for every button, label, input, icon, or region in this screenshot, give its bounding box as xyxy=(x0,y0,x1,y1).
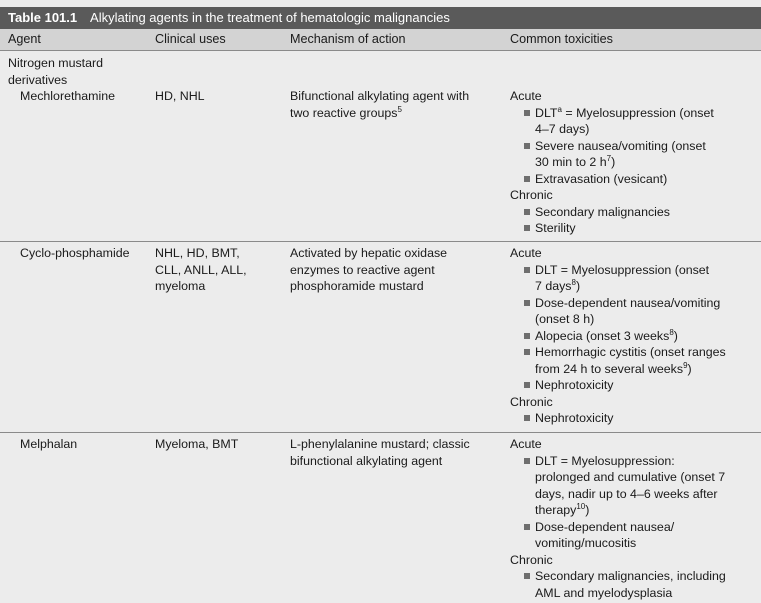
toxicity-continuation xyxy=(510,278,726,295)
mechanism-line: phosphoramide mustard xyxy=(290,279,424,293)
mechanism-cell xyxy=(290,436,470,469)
toxicity-text: 4–7 days) xyxy=(535,122,590,136)
toxicity-text: days, nadir up to 4–6 weeks after xyxy=(535,486,718,501)
toxicity-text: DLT = Myelosuppression (onset xyxy=(535,262,710,277)
reference-superscript: 5 xyxy=(397,104,402,114)
toxicity-continuation xyxy=(510,361,726,378)
toxicity-text: from 24 h to several weeks xyxy=(535,361,684,376)
toxicity-continuation xyxy=(510,154,714,171)
toxicity-bullet-item xyxy=(510,410,726,427)
toxicity-bullet-item xyxy=(510,138,714,155)
mechanism-line xyxy=(290,105,469,122)
toxicity-bullet-item xyxy=(510,568,726,585)
toxicity-text: Extravasation (vesicant) xyxy=(535,171,668,186)
mechanism-line: L-phenylalanine mustard; classic xyxy=(290,437,470,451)
toxicity-continuation xyxy=(510,469,726,486)
table-number: Table 101.1 xyxy=(8,10,78,25)
toxicity-text: 7 days xyxy=(535,279,572,293)
header-mechanism: Mechanism of action xyxy=(290,32,406,46)
uses-line: NHL, HD, BMT, xyxy=(155,246,240,260)
toxicity-bullet-item xyxy=(510,262,726,279)
header-clinical-uses: Clinical uses xyxy=(155,32,226,46)
toxicity-heading xyxy=(510,552,726,569)
toxicity-heading xyxy=(510,245,726,262)
toxicity-text: Secondary malignancies xyxy=(535,204,670,219)
uses-line: Myeloma, BMT xyxy=(155,437,239,451)
toxicity-text: Chronic xyxy=(510,188,553,202)
mechanism-line: Activated by hepatic oxidase xyxy=(290,246,448,260)
toxicities-cell xyxy=(510,88,714,237)
toxicity-text: Chronic xyxy=(510,552,553,567)
uses-cell xyxy=(155,245,247,295)
uses-line: HD, NHL xyxy=(155,89,205,103)
toxicity-text-tail: ) xyxy=(673,328,678,343)
toxicity-continuation xyxy=(510,585,726,602)
toxicity-text: prolonged and cumulative (onset 7 xyxy=(535,470,726,484)
toxicity-text-tail: = Myelosuppression (onset xyxy=(561,105,714,120)
toxicity-text: 30 min to 2 h xyxy=(535,155,607,169)
toxicity-text: DLT xyxy=(535,105,558,120)
group-label xyxy=(8,55,103,88)
toxicity-bullet-item xyxy=(510,453,726,470)
reference-superscript: a xyxy=(557,104,562,114)
toxicity-text: Acute xyxy=(510,89,542,103)
toxicity-continuation xyxy=(510,121,714,138)
toxicity-text: Alopecia (onset 3 weeks xyxy=(535,328,670,343)
row-separator xyxy=(0,432,761,433)
toxicity-text: Chronic xyxy=(510,394,553,409)
toxicity-bullet-item xyxy=(510,519,726,536)
mechanism-line: enzymes to reactive agent xyxy=(290,262,435,277)
uses-line: myeloma xyxy=(155,279,206,293)
mechanism-text: two reactive groups xyxy=(290,105,398,120)
uses-cell xyxy=(155,88,205,105)
toxicity-text: AML and myelodysplasia xyxy=(535,585,673,600)
row-separator xyxy=(0,241,761,242)
toxicity-heading xyxy=(510,436,726,453)
toxicity-text: Acute xyxy=(510,437,542,451)
reference-superscript: 8 xyxy=(669,327,674,337)
toxicities-cell xyxy=(510,436,726,601)
toxicity-text: (onset 8 h) xyxy=(535,312,595,326)
agent-cell: Melphalan xyxy=(20,437,78,451)
uses-cell xyxy=(155,436,238,453)
toxicity-continuation xyxy=(510,502,726,519)
header-toxicities: Common toxicities xyxy=(510,32,613,46)
toxicity-text: Dose-dependent nausea/ xyxy=(535,519,675,534)
toxicity-bullet-item xyxy=(510,344,726,361)
uses-line: CLL, ANLL, ALL, xyxy=(155,262,247,277)
toxicity-text: Nephrotoxicity xyxy=(535,378,614,392)
toxicity-heading xyxy=(510,394,726,411)
toxicity-text: Dose-dependent nausea/vomiting xyxy=(535,295,721,310)
group-label-line: Nitrogen mustard xyxy=(8,56,104,70)
toxicity-bullet-item xyxy=(510,171,714,188)
toxicity-text: Hemorrhagic cystitis (onset ranges xyxy=(535,345,726,359)
table-title: Alkylating agents in the treatment of hematologic malignancies xyxy=(90,10,450,25)
toxicity-continuation xyxy=(510,535,726,552)
toxicity-bullet-item xyxy=(510,377,726,394)
toxicity-text: Severe nausea/vomiting (onset xyxy=(535,138,706,153)
agent-cell: Mechlorethamine xyxy=(20,89,116,103)
mechanism-cell xyxy=(290,88,469,121)
toxicity-continuation xyxy=(510,311,726,328)
group-label-line: derivatives xyxy=(8,72,68,87)
reference-superscript: 10 xyxy=(576,502,586,511)
toxicity-bullet-item xyxy=(510,204,714,221)
table-header-row xyxy=(0,29,761,51)
toxicity-text-tail: ) xyxy=(611,155,616,169)
toxicity-heading xyxy=(510,88,714,105)
toxicity-bullet-item xyxy=(510,328,726,345)
toxicity-text: Nephrotoxicity xyxy=(535,411,614,425)
toxicity-text-tail: ) xyxy=(575,279,581,293)
toxicity-text: vomiting/mucositis xyxy=(535,536,637,550)
reference-superscript: 9 xyxy=(683,360,688,370)
reference-superscript: 8 xyxy=(571,278,576,287)
agent-cell: Cyclo-phosphamide xyxy=(20,246,130,260)
mechanism-line: Bifunctional alkylating agent with xyxy=(290,89,470,103)
header-agent: Agent xyxy=(8,32,41,46)
toxicity-text: Secondary malignancies, including xyxy=(535,569,726,583)
toxicity-text-tail: ) xyxy=(687,361,692,376)
toxicity-continuation xyxy=(510,486,726,503)
table-title-bar xyxy=(0,7,761,29)
toxicity-text: therapy xyxy=(535,503,577,517)
toxicity-text: Acute xyxy=(510,246,542,260)
toxicity-text: DLT = Myelosuppression: xyxy=(535,453,675,468)
mechanism-cell xyxy=(290,245,447,295)
mechanism-line: bifunctional alkylating agent xyxy=(290,453,443,468)
toxicity-text-tail: ) xyxy=(585,503,590,517)
toxicity-bullet-item xyxy=(510,220,714,237)
toxicity-bullet-item xyxy=(510,295,726,312)
reference-superscript: 7 xyxy=(606,154,612,163)
toxicities-cell xyxy=(510,245,726,427)
toxicity-bullet-item xyxy=(510,105,714,122)
toxicity-heading xyxy=(510,187,714,204)
toxicity-text: Sterility xyxy=(535,221,576,235)
